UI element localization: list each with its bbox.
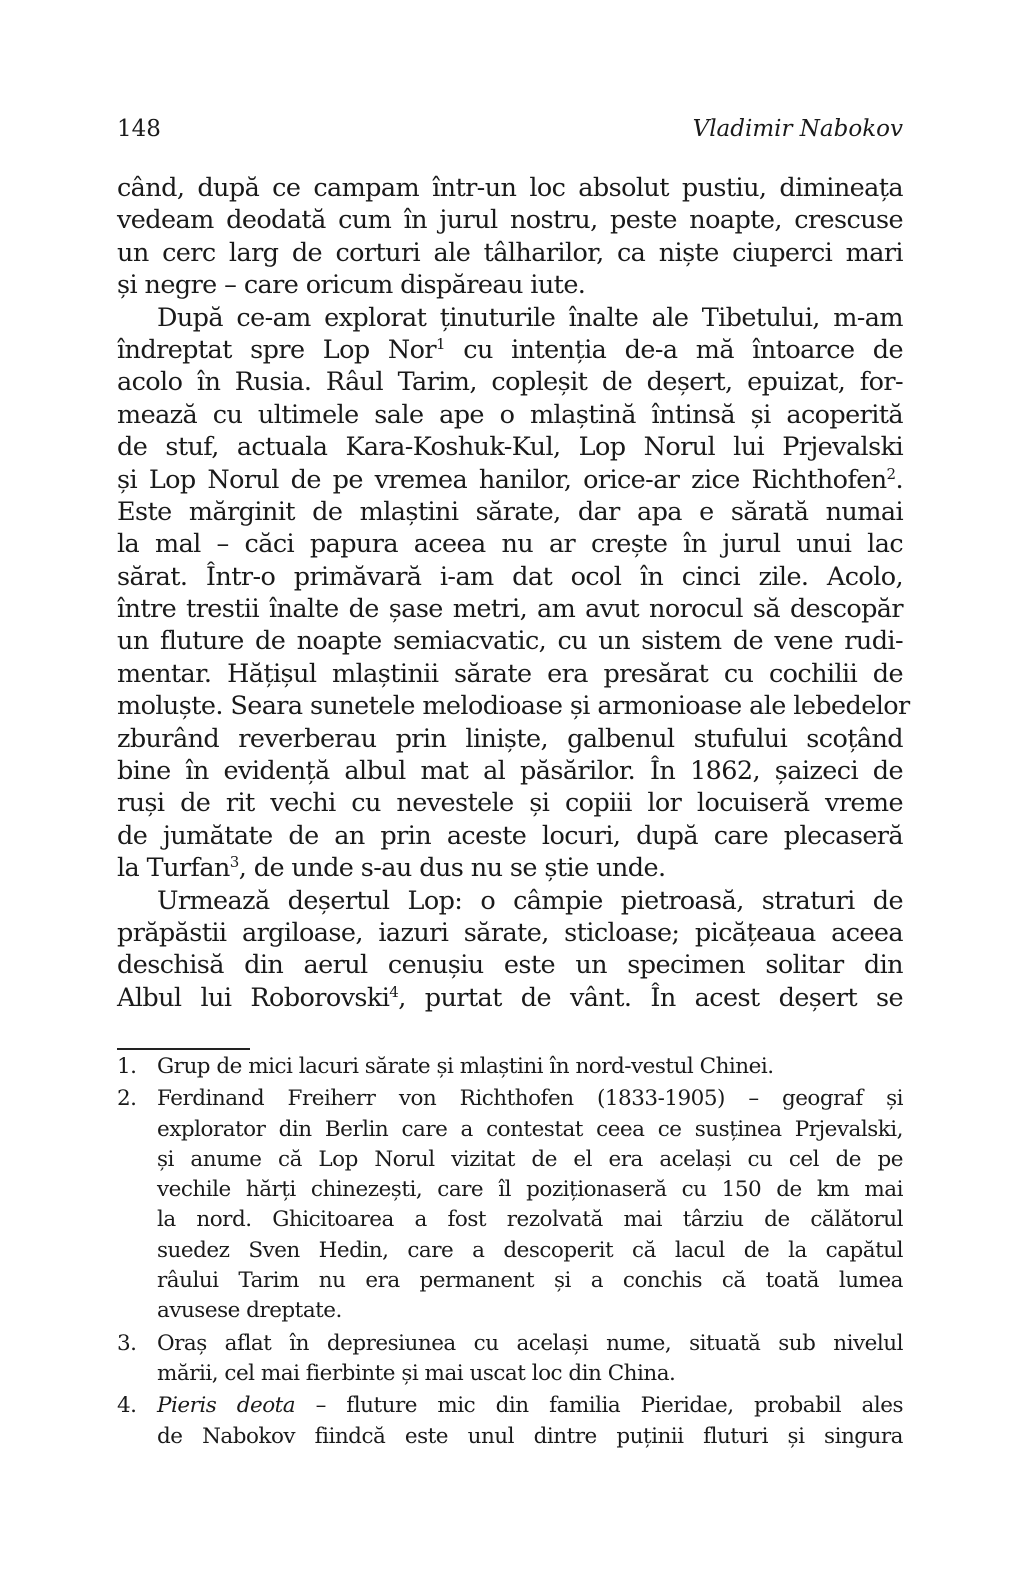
text-line	[117, 204, 903, 236]
text-segment: suedez Sven Hedin, care a descoperit că lacul de la capătul	[157, 1237, 903, 1263]
text-segment: la Turfan	[117, 853, 230, 884]
text-segment: când, după ce campam într-un loc absolut pustiu, dimineața	[117, 173, 903, 203]
text-line	[157, 1145, 903, 1175]
text-segment: Oraș aflat în depresiunea cu același nume, situată sub nivelul	[157, 1330, 903, 1356]
text-line	[117, 982, 903, 1014]
text-segment: sărat. Într-o primăvară i-am dat ocol în cinci zile. Acolo,	[117, 561, 903, 592]
text-line	[157, 1052, 903, 1082]
text-segment: îndreptat spre Lop Nor	[117, 334, 436, 365]
text-segment: între trestii înalte de șase metri, am avut norocul să descopăr	[117, 594, 903, 625]
text-segment: deschisă din aerul cenușiu este un specimen solitar din	[117, 950, 903, 981]
text-segment: vechile hărți chinezești, care îl poziționaseră cu 150 de km mai	[157, 1177, 903, 1203]
text-line	[117, 431, 903, 463]
text-segment: După ce-am explorat ținuturile înalte ale Tibetului, m-am	[157, 302, 903, 333]
text-line	[117, 366, 903, 398]
footnote-number: 4.	[117, 1393, 137, 1419]
text-segment: mării, cel mai fierbinte și mai uscat loc din China.	[157, 1360, 676, 1386]
text-segment: Este mărginit de mlaștini sărate, dar apa e sărată numai	[117, 496, 903, 527]
footnote-number: 2.	[117, 1086, 137, 1112]
text-line	[157, 1359, 903, 1389]
text-segment: un fluture de noapte semiacvatic, cu un sistem de vene rudi-	[117, 626, 903, 657]
text-segment: un cerc larg de corturi ale tâlharilor, ca niște ciuperci mari	[117, 237, 903, 268]
text-line	[117, 723, 903, 755]
text-line	[157, 1391, 903, 1421]
text-segment: .	[895, 464, 903, 495]
footnote	[117, 1329, 903, 1390]
text-line	[117, 269, 903, 301]
text-line	[117, 625, 903, 657]
text-line	[117, 464, 903, 496]
text-line	[117, 237, 903, 269]
text-line	[157, 1205, 903, 1235]
footnote	[117, 1052, 903, 1082]
text-line	[117, 658, 903, 690]
text-line	[117, 528, 903, 560]
text-line	[117, 690, 910, 722]
text-segment: explorator din Berlin care a contestat ceea ce susținea Prjevalski,	[157, 1116, 903, 1142]
text-segment: prăpăstii argiloase, iazuri sărate, sticloase; picățeaua aceea	[117, 917, 903, 948]
text-line	[117, 852, 903, 884]
text-line	[157, 1115, 903, 1145]
text-line	[157, 1236, 903, 1266]
footnotes	[117, 1052, 903, 1454]
text-line	[157, 1329, 903, 1359]
text-line	[117, 885, 903, 917]
footnote-number: 1.	[117, 1054, 137, 1079]
text-segment: mează cu ultimele sale ape o mlaștină întinsă și acoperită	[117, 399, 903, 430]
text-segment: de jumătate de an prin aceste locuri, după care plecaseră	[117, 820, 903, 851]
text-line	[117, 399, 903, 431]
text-segment: cu intenția de-a mă întoarce de	[444, 334, 903, 365]
text-segment: ruși de rit vechi cu nevestele și copiii lor locuiseră vreme	[117, 788, 903, 819]
text-line	[157, 1422, 903, 1452]
text-line	[157, 1296, 903, 1326]
text-line	[117, 917, 903, 949]
text-segment: zburând reverberau prin liniște, galbenul stufului scoțând	[117, 723, 903, 754]
text-line	[117, 820, 903, 852]
text-segment: la nord. Ghicitoarea a fost rezolvată mai târziu de călătorul	[157, 1207, 903, 1233]
text-line	[117, 172, 903, 204]
text-segment: vedeam deodată cum în jurul nostru, peste noapte, crescuse	[117, 205, 903, 236]
running-title: Vladimir Nabokov	[692, 116, 903, 142]
text-segment: și negre – care oricum dispăreau iute.	[117, 270, 586, 301]
footnote-reference: 1	[435, 334, 445, 353]
text-segment: acolo în Rusia. Râul Tarim, copleșit de deșert, epuizat, for-	[117, 367, 903, 398]
text-line	[157, 1266, 903, 1296]
text-segment: bine în evidență albul mat al păsărilor. În 1862, șaizeci de	[117, 756, 903, 787]
text-segment: mentar. Hățișul mlaștinii sărate era presărat cu cochilii de	[117, 658, 903, 689]
text-line	[157, 1175, 903, 1205]
text-segment: moluște. Seara sunetele melodioase și armonioase ale lebedelor	[117, 691, 910, 722]
footnote-reference: 2	[886, 464, 896, 483]
text-line	[117, 787, 903, 819]
text-segment: Urmează deșertul Lop: o câmpie pietroasă, straturi de	[157, 885, 903, 916]
footnote-separator	[117, 1048, 250, 1050]
text-segment: Ferdinand Freiherr von Richthofen (1833-1905) – geograf și	[157, 1086, 903, 1112]
footnote-number: 3.	[117, 1330, 137, 1356]
text-segment: Albul lui Roborovski	[117, 982, 390, 1013]
text-segment: de Nabokov fiindcă este unul dintre puținii fluturi și singura	[157, 1423, 903, 1449]
text-segment: , de unde s-au dus nu se știe unde.	[238, 853, 666, 884]
text-segment: de stuf, actuala Kara-Koshuk-Kul, Lop Norul lui Prjevalski	[117, 432, 903, 463]
footnote-reference: 4	[389, 982, 399, 1001]
text-segment: și anume că Lop Norul vizitat de el era același cu cel de pe	[157, 1146, 903, 1172]
footnote-reference: 3	[229, 853, 239, 872]
text-segment: și Lop Norul de pe vremea hanilor, orice-ar zice Richthofen	[117, 464, 887, 495]
text-segment: Grup de mici lacuri sărate și mlaștini în nord-vestul Chinei.	[157, 1054, 774, 1079]
footnote	[117, 1391, 903, 1452]
text-segment: avusese dreptate.	[157, 1298, 342, 1324]
text-line	[117, 755, 903, 787]
text-line	[157, 1084, 903, 1114]
running-header	[117, 116, 903, 150]
footnote	[117, 1084, 903, 1326]
text-segment: – fluture mic din familia Pieridae, probabil ales	[295, 1393, 903, 1419]
text-line	[117, 593, 903, 625]
text-line	[117, 334, 903, 366]
text-line	[117, 302, 903, 334]
page-number: 148	[117, 116, 161, 142]
text-line	[117, 949, 903, 981]
text-line	[117, 561, 903, 593]
text-line	[117, 496, 903, 528]
body-text	[117, 172, 910, 1014]
italic-text: Pieris deota	[157, 1393, 296, 1419]
text-segment: la mal – căci papura aceea nu ar crește în jurul unui lac	[117, 529, 903, 560]
text-segment: , purtat de vânt. În acest deșert se	[398, 982, 903, 1013]
text-segment: râului Tarim nu era permanent și a conchis că toată lumea	[157, 1268, 903, 1294]
